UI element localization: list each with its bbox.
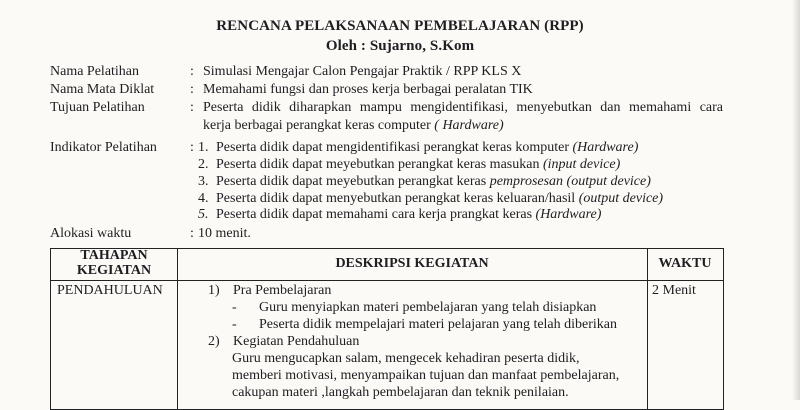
indikator-item xyxy=(198,157,620,173)
column-divider xyxy=(647,249,648,409)
label-nama-mata-diklat: Nama Mata Diklat xyxy=(50,82,155,97)
indikator-italic: (Hardware) xyxy=(535,207,602,222)
indikator-text: Peserta didik dapat mengidentifikasi perangkat keras komputer xyxy=(216,140,570,155)
colon: : xyxy=(190,226,194,241)
kegiatan-table xyxy=(50,248,724,410)
indikator-number: 2. xyxy=(198,157,209,172)
value-tujuan-line-1: Peserta didik diharapkan mampu mengidentifikasi, menyebutkan dan memahami cara xyxy=(203,100,723,115)
indikator-italic: (input device) xyxy=(542,157,621,172)
step-line: memberi motivasi, menyampaikan tujuan dan manfaat pembelajaran, xyxy=(232,368,620,383)
tujuan-line-2-italic: ( Hardware) xyxy=(434,118,504,133)
label-alokasi-waktu: Alokasi waktu xyxy=(50,226,132,241)
indikator-italic: pemprosesan (output device) xyxy=(489,174,651,189)
colon: : xyxy=(190,82,194,97)
header-divider xyxy=(51,280,723,281)
bullet-dash: - xyxy=(232,317,237,332)
indikator-item xyxy=(198,207,601,223)
step-title: Kegiatan Pendahuluan xyxy=(233,334,360,349)
indikator-text: Peserta didik dapat meyebutkan perangkat keras masukan xyxy=(216,157,540,172)
value-nama-mata-diklat: Memahami fungsi dan proses kerja berbagai peralatan TIK xyxy=(203,82,533,97)
bullet-dash: - xyxy=(232,300,237,315)
bullet-text: Guru menyiapkan materi pembelajaran yang telah disiapkan xyxy=(259,300,597,315)
header-tahapan-line-1: TAHAPAN xyxy=(80,248,148,263)
cell-tahapan-pendahuluan: PENDAHULUAN xyxy=(57,283,163,298)
step-line: cakupan materi ,langkah pembelajaran dan teknik penilaian. xyxy=(232,385,569,400)
label-indikator-pelatihan: Indikator Pelatihan xyxy=(50,140,157,155)
bullet-text: Peserta didik mempelajari materi pelajaran yang telah diberikan xyxy=(259,317,618,332)
header-tahapan xyxy=(51,248,177,278)
indikator-text: Peserta didik dapat memahami cara kerja prangkat keras xyxy=(216,207,533,222)
scan-edge-shadow xyxy=(792,0,800,400)
indikator-number: 3. xyxy=(198,174,209,189)
colon: : xyxy=(190,100,194,115)
indikator-number: 5. xyxy=(198,207,209,222)
header-tahapan-line-2: KEGIATAN xyxy=(76,263,152,278)
indikator-number: 1. xyxy=(198,140,209,155)
value-alokasi-waktu: 10 menit. xyxy=(198,226,251,241)
step-title: Pra Pembelajaran xyxy=(233,283,332,298)
colon: : xyxy=(190,64,194,79)
colon: : xyxy=(190,140,194,155)
tujuan-line-2-text: kerja berbagai perangkat keras computer xyxy=(203,118,431,133)
label-nama-pelatihan: Nama Pelatihan xyxy=(50,64,140,79)
indikator-item xyxy=(198,191,663,207)
indikator-text: Peserta didik dapat menyebutkan perangkat keras keluaran/hasil xyxy=(216,191,576,206)
value-nama-pelatihan: Simulasi Mengajar Calon Pengajar Praktik / RPP KLS X xyxy=(203,64,522,79)
label-tujuan-pelatihan: Tujuan Pelatihan xyxy=(50,100,145,115)
indikator-italic: (output device) xyxy=(578,191,664,206)
header-waktu: WAKTU xyxy=(658,256,712,271)
step-line: Guru mengucapkan salam, mengecek kehadiran peserta didik, xyxy=(232,351,580,366)
step-number: 2) xyxy=(208,334,220,349)
document-title: RENCANA PELAKSANAAN PEMBELAJARAN (RPP) xyxy=(216,18,584,34)
indikator-item xyxy=(198,140,638,156)
step-number: 1) xyxy=(208,283,220,298)
cell-waktu-pendahuluan: 2 Menit xyxy=(652,283,696,298)
value-tujuan-line-2 xyxy=(203,118,504,134)
indikator-item xyxy=(198,174,651,190)
document-author: Oleh : Sujarno, S.Kom xyxy=(325,38,475,54)
indikator-text: Peserta didik dapat meyebutkan perangkat keras xyxy=(216,174,487,189)
header-deskripsi: DESKRIPSI KEGIATAN xyxy=(335,256,489,271)
indikator-italic: (Hardware) xyxy=(572,140,639,155)
indikator-number: 4. xyxy=(198,191,209,206)
column-divider xyxy=(177,249,178,409)
